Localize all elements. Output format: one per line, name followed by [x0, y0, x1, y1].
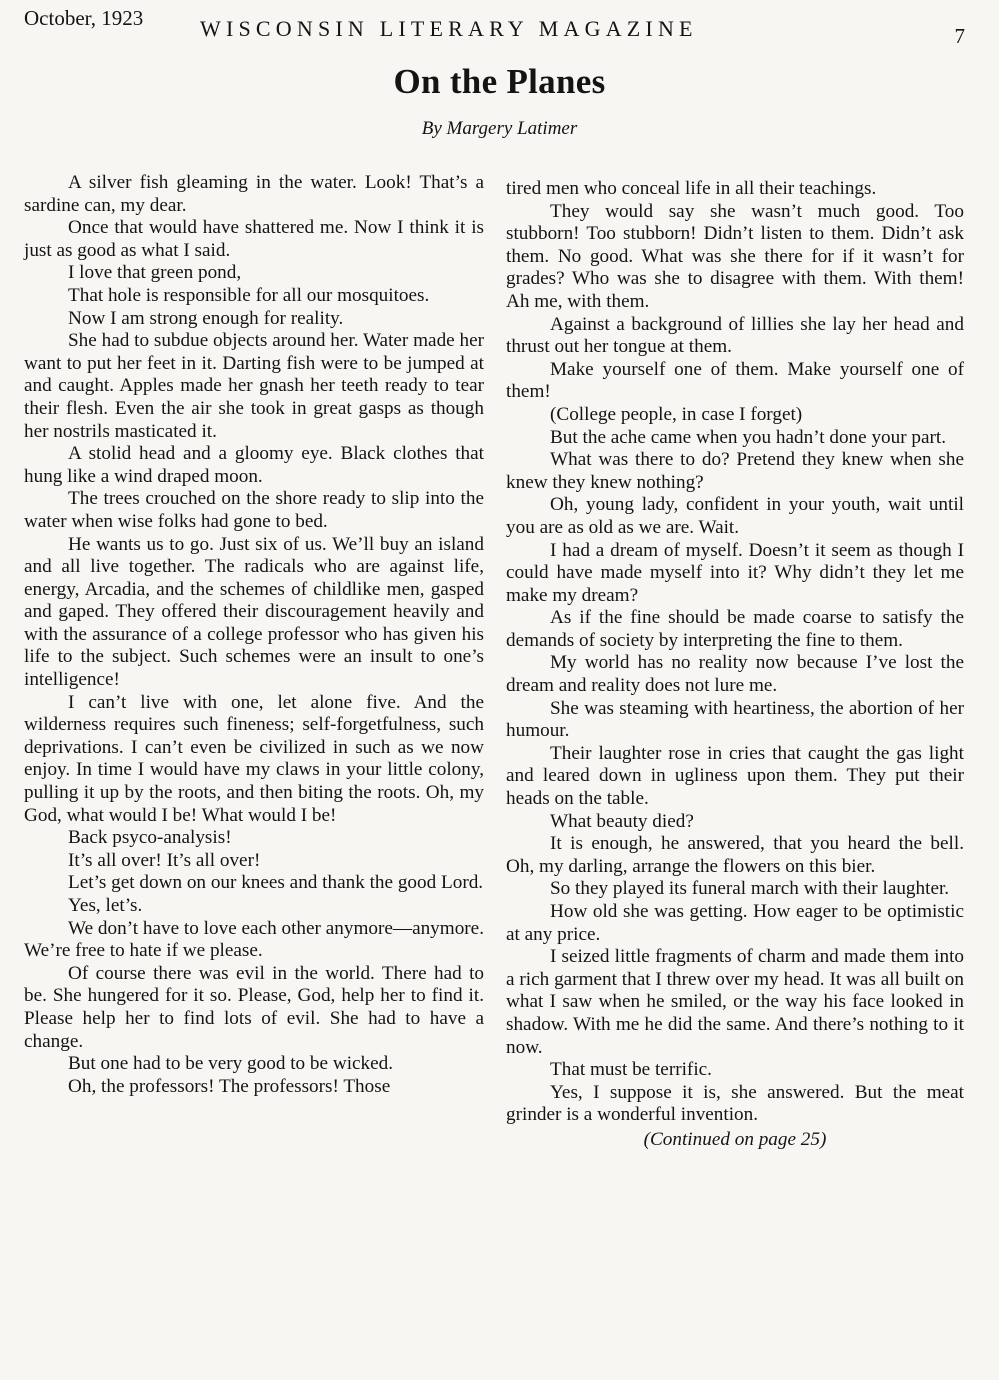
- paragraph: My world has no reality now because I’ve lost the dream and reality does not lure me.: [506, 652, 964, 697]
- paragraph: That must be terrific.: [550, 1059, 712, 1081]
- paragraph: I seized little fragments of charm and made them into a rich garment that I threw over my head. It was all built on what I saw when he smiled, or the way his face looked in shadow. With me he did the same. And there’s nothing to it now.: [506, 946, 964, 1058]
- page-number: 7: [954, 24, 965, 48]
- paragraph: How old she was getting. How eager to be optimistic at any price.: [506, 901, 964, 945]
- paragraph: Yes, I suppose it is, she answered. But the meat grinder is a wonderful invention.: [506, 1081, 964, 1126]
- paragraph: I can’t live with one, let alone five. And the wilderness requires such fineness; self-forgetfulness, such deprivations. I can’t even be civilized in such as we now enjoy. In time I would have my claws in your little colony, pulling it up by the roots, and then biting the roots. Oh, my God, what would I be! What would I be!: [24, 691, 484, 826]
- article-title: On the Planes: [393, 62, 606, 101]
- paragraph: Let’s get down on our knees and thank the good Lord.: [68, 872, 484, 894]
- paragraph: (College people, in case I forget): [550, 403, 803, 425]
- paragraph: That hole is responsible for all our mosquitoes.: [68, 284, 430, 306]
- right-column: [506, 178, 964, 1152]
- paragraph: As if the fine should be made coarse to satisfy the demands of society by interpreting the fine to them.: [506, 607, 964, 651]
- paragraph: But one had to be very good to be wicked.: [68, 1053, 394, 1075]
- paragraph: Back psyco-analysis!: [68, 827, 232, 849]
- left-column: [24, 172, 484, 1098]
- paragraph: She had to subdue objects around her. Water made her want to put her feet in it. Darting fish were to be jumped at and caught. Apples made her gnash her teeth ready to tear their flesh. Even the air she took in great gasps as though her nostrils masticated it.: [24, 330, 484, 442]
- paragraph: He wants us to go. Just six of us. We’ll buy an island and all live together. The radicals who are against life, energy, Arcadia, and the schemes of childlike men, gasped and gaped. They offered their discouragement heavily and with the assurance of a college professor who has given his life to the subject. Such schemes were an insult to one’s intelligence!: [24, 533, 484, 691]
- paragraph: I had a dream of myself. Doesn’t it seem as though I could have made myself into it? Why didn’t they let me make my dream?: [506, 539, 964, 606]
- paragraph: A silver fish gleaming in the water. Look! That’s a sardine can, my dear.: [24, 172, 484, 216]
- paragraph: Against a background of lillies she lay her head and thrust out her tongue at them.: [506, 313, 964, 358]
- paragraph: What was there to do? Pretend they knew when she knew they knew nothing?: [506, 449, 964, 493]
- continued-note: (Continued on page 25): [643, 1128, 827, 1150]
- paragraph: Oh, the professors! The professors! Those: [68, 1075, 391, 1097]
- paragraph: But the ache came when you hadn’t done your part.: [550, 426, 947, 448]
- paragraph: Oh, young lady, confident in your youth, wait until you are as old as we are. Wait.: [506, 494, 964, 538]
- paragraph: Yes, let’s.: [68, 895, 143, 916]
- paragraph: I love that green pond,: [68, 262, 242, 284]
- paragraph: What beauty died?: [550, 810, 694, 832]
- article-byline: By Margery Latimer: [421, 118, 578, 139]
- paragraph: Their laughter rose in cries that caught the gas light and leared down in ugliness upon them. They put their heads on the table.: [506, 742, 964, 810]
- paragraph: Of course there was evil in the world. There had to be. She hungered for it so. Please, God, help her to find it. Please help her to find lots of evil. She had to have a change.: [24, 962, 484, 1052]
- paragraph: A stolid head and a gloomy eye. Black clothes that hung like a wind draped moon.: [24, 443, 484, 487]
- paragraph: Make yourself one of them. Make yourself one of them!: [506, 358, 964, 403]
- paragraph: She was steaming with heartiness, the abortion of her humour.: [506, 697, 964, 742]
- paragraph-continuation: tired men who conceal life in all their teachings.: [506, 178, 877, 199]
- paragraph: They would say she wasn’t much good. Too stubborn! Too stubborn! Didn’t listen to them. Didn’t ask them. No good. What was she there for if it wasn’t for grades? Who was she to disagree with them. With them! Ah me, with them.: [506, 200, 964, 312]
- paragraph: It is enough, he answered, that you heard the bell. Oh, my darling, arrange the flowers on this bier.: [506, 833, 964, 877]
- paragraph: It’s all over! It’s all over!: [68, 849, 261, 871]
- paragraph: The trees crouched on the shore ready to slip into the water when wise folks had gone to bed.: [24, 488, 484, 532]
- paragraph: We don’t have to love each other anymore—anymore. We’re free to hate if we please.: [24, 917, 484, 962]
- magazine-name: WISCONSIN LITERARY MAGAZINE: [200, 16, 698, 41]
- running-header: [0, 4, 999, 48]
- issue-date: October, 1923: [24, 6, 144, 30]
- paragraph: So they played its funeral march with their laughter.: [550, 878, 950, 900]
- paragraph: Once that would have shattered me. Now I think it is just as good as what I said.: [24, 217, 484, 261]
- paragraph: Now I am strong enough for reality.: [68, 307, 344, 329]
